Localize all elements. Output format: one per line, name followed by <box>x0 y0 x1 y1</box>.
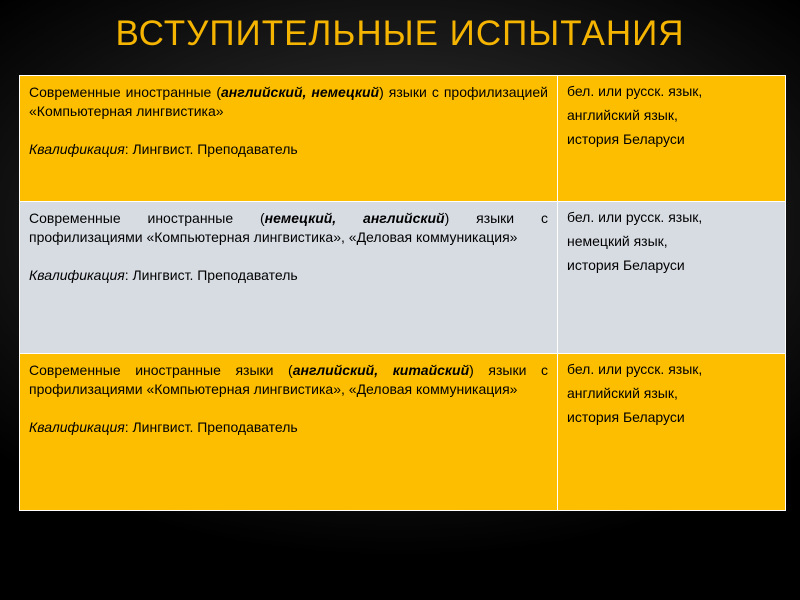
exam-subject: история Беларуси <box>567 409 685 425</box>
exam-subject: бел. или русск. язык, <box>567 209 703 225</box>
program-cell <box>20 354 558 511</box>
qualification-label: Квалификация <box>29 141 125 157</box>
qualification-value: : Лингвист. Преподаватель <box>124 141 298 157</box>
qualification <box>29 418 548 437</box>
table-row <box>20 354 786 511</box>
exam-subject: английский язык, <box>567 107 678 123</box>
qualification <box>29 266 548 285</box>
exam-subject: история Беларуси <box>567 131 685 147</box>
program-description: Современные иностранные (немецкий, английский) языки с профилизациями «Компьютерная лингвистика», «Деловая коммуникация» <box>29 210 548 245</box>
exam-subject: бел. или русск. язык, <box>567 361 703 377</box>
exam-subject: немецкий язык, <box>567 233 668 249</box>
program-languages: английский, китайский <box>292 362 470 378</box>
exam-subject: бел. или русск. язык, <box>567 83 703 99</box>
program-cell <box>20 76 558 202</box>
qualification <box>29 140 548 159</box>
program-cell <box>20 202 558 354</box>
program-description: Современные иностранные языки (английский, китайский) языки с профилизациями «Компьютерная лингвистика», «Деловая коммуникация» <box>29 362 548 397</box>
qualification-label: Квалификация <box>29 267 125 283</box>
table-row <box>20 76 786 202</box>
program-languages: английский, немецкий <box>221 84 380 100</box>
exams-cell <box>558 76 786 202</box>
program-description: Современные иностранные (английский, немецкий) языки с профилизацией «Компьютерная лингвистика» <box>29 84 548 119</box>
exam-subject: английский язык, <box>567 385 678 401</box>
qualification-value: : Лингвист. Преподаватель <box>124 267 298 283</box>
exam-subject: история Беларуси <box>567 257 685 273</box>
exams-cell <box>558 354 786 511</box>
program-languages: немецкий, английский <box>264 210 445 226</box>
table-row <box>20 202 786 354</box>
entrance-exams-table <box>19 75 786 511</box>
qualification-value: : Лингвист. Преподаватель <box>124 419 298 435</box>
qualification-label: Квалификация <box>29 419 125 435</box>
exams-cell <box>558 202 786 354</box>
slide-title: ВСТУПИТЕЛЬНЫЕ ИСПЫТАНИЯ <box>115 14 685 53</box>
